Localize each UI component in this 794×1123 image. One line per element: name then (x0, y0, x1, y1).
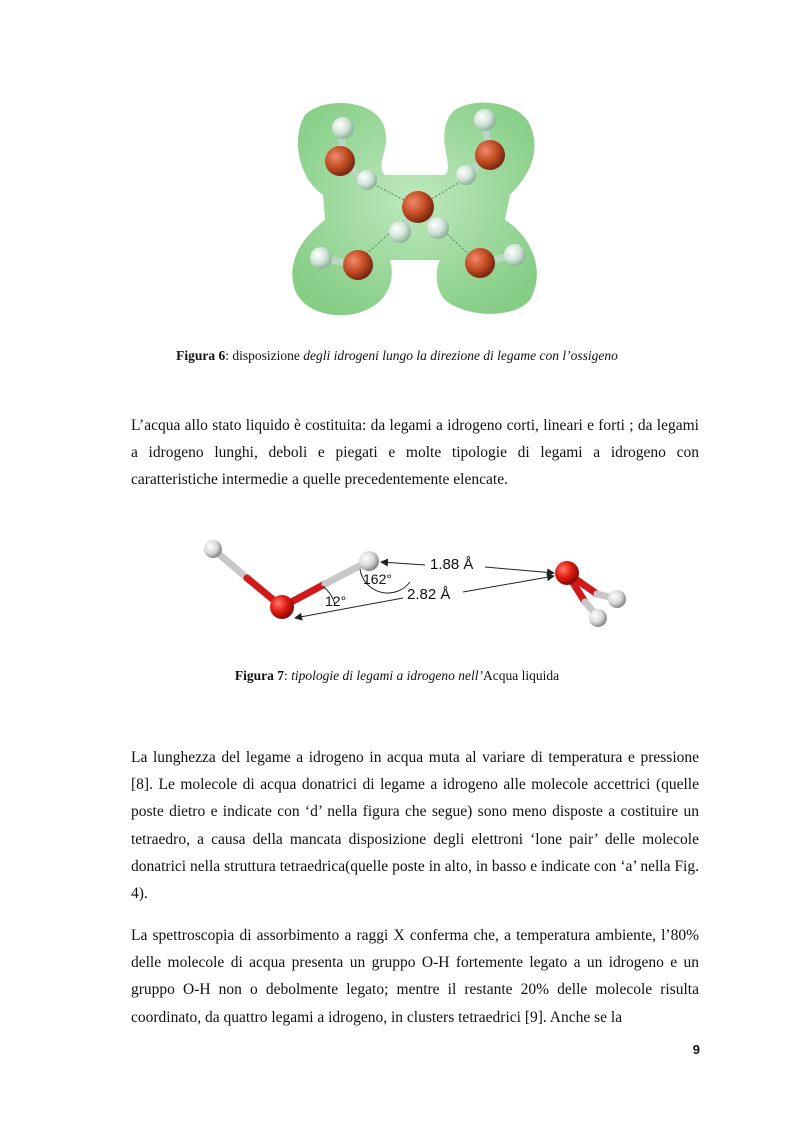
label-angle-162: 162° (363, 571, 392, 587)
figure-6-label: Figura 6 (176, 348, 226, 363)
oxygen-atom (475, 140, 505, 170)
figure-6-caption-sep: : disposizione (225, 348, 304, 363)
hydrogen-atom (389, 221, 411, 243)
hydrogen-atom (504, 244, 526, 266)
figure-7-label: Figura 7 (234, 668, 284, 683)
figure-6-image (285, 95, 547, 320)
hydrogen-atom (310, 247, 332, 269)
oxygen-atom (270, 595, 294, 619)
figure-7-image (195, 532, 635, 632)
oxygen-atom (465, 248, 495, 278)
figure-6-caption-text: degli idrogeni lungo la direzione di legame con l’ossigeno (303, 348, 618, 363)
hydrogen-atom (359, 551, 379, 571)
hydrogen-atom (456, 165, 476, 185)
label-distance-long: 2.82 Å (407, 586, 451, 603)
label-distance-short: 1.88 Å (430, 556, 474, 573)
hydrogen-atom (427, 217, 449, 239)
oxygen-atom (343, 250, 373, 280)
paragraph-1: L’acqua allo stato liquido è costituita: da legami a idrogeno corti, lineari e forti ; da legami a idrogeno lunghi, deboli e piegati e molte tipologie di legami a idrogeno con caratteristiche intermedie a quelle precedentemente elencate. (131, 417, 699, 489)
hydrogen-atom (357, 170, 377, 190)
hydrogen-atom (474, 109, 496, 131)
hydrogen-atom (332, 117, 354, 139)
hydrogen-atom (204, 540, 222, 558)
figure-7-caption-sep: : (284, 668, 292, 683)
oxygen-atom (402, 191, 434, 223)
oxygen-atom (325, 146, 355, 176)
paragraph-2: La lunghezza del legame a idrogeno in acqua muta al variare di temperatura e pressione [8]. Le molecole di acqua donatrici di legame a idrogeno alle molecole accettrici (quelle poste dietro e indicate con ‘d’ nella figura che segue) sono meno disposte a costituire un tetraedro, a causa della mancata disposizione degli elettroni ‘lone pair’ delle molecole donatrici nella struttura tetraedrica(quelle poste in alto, in basso e indicate con ‘a’ nella Fig. 4). (131, 749, 699, 903)
page-number: 9 (692, 1042, 700, 1057)
figure-6-caption (0, 348, 794, 364)
figure-7-caption (0, 668, 794, 684)
figure-7-caption-rest: Acqua liquida (483, 668, 560, 683)
label-angle-12: 12° (325, 593, 347, 609)
oxygen-atom (555, 561, 579, 585)
hydrogen-atom (608, 590, 626, 608)
hydrogen-atom (589, 609, 607, 627)
paragraph-3: La spettroscopia di assorbimento a raggi X conferma che, a temperatura ambiente, l’80% delle molecole di acqua presenta un gruppo O-H fortemente legato a un idrogeno e un gruppo O-H non o debolmente legato; mentre il restante 20% delle molecole risulta coordinato, da quattro legami a idrogeno, in clusters tetraedrici [9]. Anche se la (131, 927, 699, 1026)
figure-7-caption-italic: tipologie di legami a idrogeno nell’ (291, 668, 483, 683)
